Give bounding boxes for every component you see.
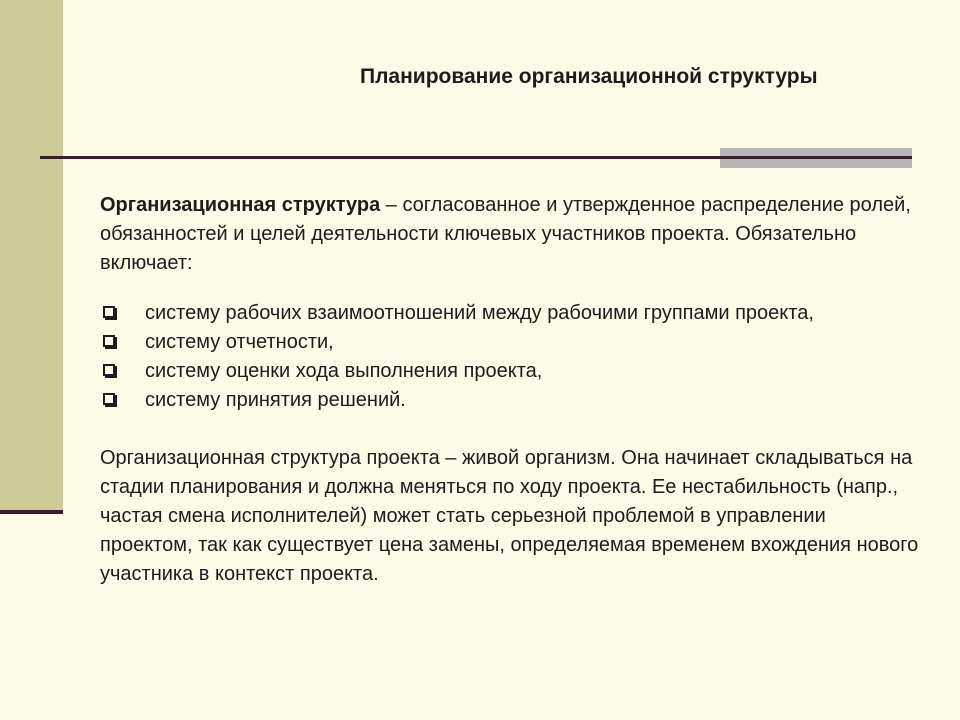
checkbox-bullet-icon <box>103 364 115 376</box>
checkbox-bullet-icon <box>103 306 115 318</box>
list-item <box>100 299 920 328</box>
definition-term: Организационная структура <box>100 194 381 216</box>
title-accent-line <box>720 156 912 159</box>
list-item <box>100 386 920 415</box>
bullet-text: системy рабочих взаимоотношений между рабочими группами проекта, <box>145 302 814 324</box>
summary-paragraph: Организационная структура проекта – живой организм. Она начинает складываться на стадии планирования и должна меняться по ходу проекта. Ее нестабильность (напр., частая смена исполнителей) может стать серьезной проблемой в управлении проектом, так как существует цена замены, определяемая временем вхождения нового участника в контекст проекта. <box>100 447 919 585</box>
checkbox-bullet-icon <box>103 393 115 405</box>
definition-paragraph <box>100 191 920 278</box>
slide-title: Планирование организационной структуры <box>360 65 818 88</box>
list-item <box>100 328 920 357</box>
definition-text: – согласованное и утвержденное распределение ролей, обязанностей и целей деятельности ключевых участников проекта. Обязательно включает: <box>100 194 911 274</box>
bullet-text: систему принятия решений. <box>145 389 406 411</box>
bullet-list <box>100 299 920 415</box>
bullet-text: систему отчетности, <box>145 331 334 353</box>
side-decor-band <box>0 0 63 512</box>
bullet-text: систему оценки хода выполнения проекта, <box>145 360 543 382</box>
slide-body <box>100 191 920 589</box>
side-decor-rule <box>0 510 63 514</box>
list-item <box>100 357 920 386</box>
checkbox-bullet-icon <box>103 335 115 347</box>
title-divider <box>40 156 730 159</box>
